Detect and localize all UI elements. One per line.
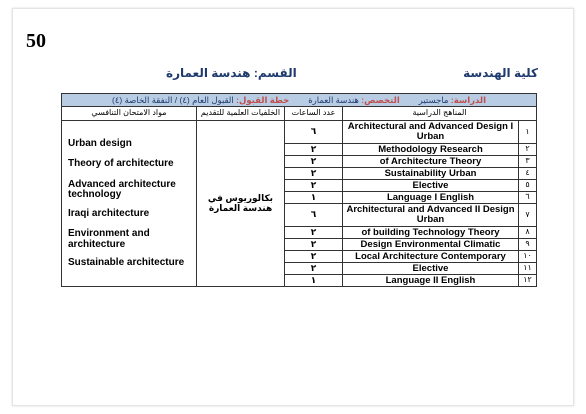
header-backgrounds: الخلفيات العلمية للتقديم — [197, 107, 285, 121]
course-number-cell: ٧ — [519, 204, 537, 227]
exam-subject: Iraqi architecture — [68, 207, 150, 219]
header-curricula: المناهج الدراسية — [343, 107, 537, 121]
page-number: 50 — [26, 30, 46, 52]
exam-subject: Advanced architecture technology — [68, 178, 176, 200]
exam-subject: Sustainable architecture — [68, 257, 185, 268]
course-number-cell: ٢ — [519, 144, 537, 156]
college-title: كلية الهندسة — [463, 66, 538, 80]
hours-cell: ١ — [285, 275, 343, 287]
course-number-cell: ٦ — [519, 192, 537, 204]
study-label: الدراسة: — [450, 94, 487, 105]
hours-cell: ٦ — [285, 121, 343, 144]
course-name-cell: Architectural and Advanced Design I Urban — [343, 121, 519, 144]
curriculum-table — [61, 93, 537, 287]
exam-subjects-cell — [62, 121, 197, 287]
course-number-cell: ٩ — [519, 239, 537, 251]
course-number-cell: ٣ — [519, 156, 537, 168]
column-header-row — [62, 107, 537, 121]
course-number-cell: ١ — [519, 121, 537, 144]
study-value: ماجستير — [418, 94, 449, 105]
course-number-cell: ٤ — [519, 168, 537, 180]
header-exam-subjects: مواد الامتحان التنافسي — [62, 107, 197, 121]
hours-cell: ٦ — [285, 204, 343, 227]
hours-cell: ٢ — [285, 144, 343, 156]
course-number-cell: ١٠ — [519, 251, 537, 263]
course-name-cell: Language II English — [343, 275, 519, 287]
course-name-cell: Methodology Research — [343, 144, 519, 156]
hours-cell: ٢ — [285, 263, 343, 275]
meta-cell — [62, 94, 537, 107]
course-name-cell: of Architecture Theory — [343, 156, 519, 168]
hours-cell: ٢ — [285, 239, 343, 251]
header-hours: عدد الساعات — [285, 107, 343, 121]
course-number-cell: ٥ — [519, 180, 537, 192]
exam-subject: Environment and architecture — [68, 228, 150, 250]
exam-subject: Theory of architecture — [68, 158, 174, 169]
hours-cell: ٢ — [285, 168, 343, 180]
course-name-cell: Sustainability Urban — [343, 168, 519, 180]
department-title: القسم: هندسة العمارة — [166, 66, 297, 80]
hours-cell: ٢ — [285, 156, 343, 168]
course-number-cell: ١٢ — [519, 275, 537, 287]
admission-plan-label: خطة القبول: — [236, 94, 290, 105]
hours-cell: ٢ — [285, 227, 343, 239]
course-name-cell: Local Architecture Contemporary — [343, 251, 519, 263]
course-name-cell: Design Environmental Climatic — [343, 239, 519, 251]
course-name-cell: Elective — [343, 263, 519, 275]
exam-subject: Urban design — [68, 137, 132, 149]
admission-plan-value: القبول العام (٤) / النفقة الخاصة (٤) — [111, 94, 234, 105]
specialization-value: هندسة العمارة — [308, 94, 359, 105]
course-number-cell: ١١ — [519, 263, 537, 275]
course-name-cell: Architectural and Advanced II Design Urban — [343, 204, 519, 227]
course-name-cell: Elective — [343, 180, 519, 192]
meta-row — [62, 94, 537, 107]
background-cell: بكالوريوس في هندسة العمارة — [197, 121, 285, 287]
hours-cell: ٢ — [285, 180, 343, 192]
course-name-cell: of building Technology Theory — [343, 227, 519, 239]
hours-cell: ١ — [285, 192, 343, 204]
table-row — [62, 121, 537, 144]
course-number-cell: ٨ — [519, 227, 537, 239]
specialization-label: التخصص: — [361, 94, 400, 105]
course-name-cell: Language I English — [343, 192, 519, 204]
hours-cell: ٢ — [285, 251, 343, 263]
